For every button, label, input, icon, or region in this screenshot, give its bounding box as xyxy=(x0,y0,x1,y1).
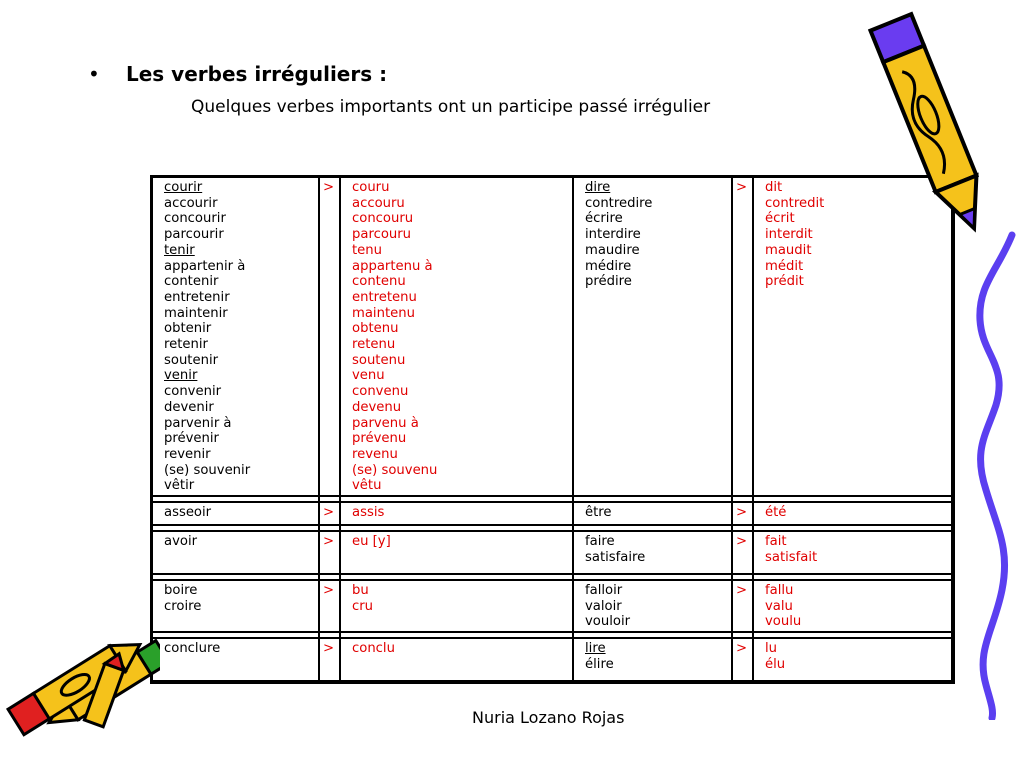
right-infinitive-word: prédire xyxy=(585,274,632,290)
left-participle-word: parcouru xyxy=(352,227,412,243)
left-infinitive-word: retenir xyxy=(164,337,208,353)
left-participle-cell xyxy=(341,178,574,495)
left-participle-word: revenu xyxy=(352,446,398,462)
separator-cell xyxy=(320,573,341,581)
slide-title xyxy=(88,62,387,86)
right-participle-word: lu xyxy=(765,641,778,657)
left-infinitive-word: croire xyxy=(164,598,202,614)
left-infinitive-cell xyxy=(153,639,320,680)
left-arrow-cell xyxy=(320,639,341,680)
right-infinitive-cell xyxy=(574,581,733,631)
left-infinitive-word: tenir xyxy=(164,242,195,258)
separator-cell xyxy=(733,631,754,639)
separator-cell xyxy=(574,573,733,581)
left-participle-cell xyxy=(341,503,574,524)
right-infinitive-word: être xyxy=(585,505,612,521)
right-infinitive-word: falloir xyxy=(585,583,623,599)
left-participle-word: assis xyxy=(352,505,385,521)
separator-cell xyxy=(341,495,574,503)
left-infinitive-word: courir xyxy=(164,180,203,195)
left-infinitive-cell xyxy=(153,581,320,631)
verb-group-row xyxy=(153,503,951,524)
right-participle-word: fait xyxy=(765,534,787,550)
separator-cell xyxy=(320,495,341,503)
group-separator xyxy=(153,631,951,639)
right-participle-word: dit xyxy=(765,180,783,195)
left-arrow-cell xyxy=(320,532,341,573)
right-infinitive-word: médire xyxy=(585,258,632,274)
right-infinitive-word: maudire xyxy=(585,242,640,258)
right-arrow-cell xyxy=(733,178,754,495)
right-infinitive-word: faire xyxy=(585,534,615,550)
pencils-clipart-bottom xyxy=(0,618,160,758)
arrow-symbol: > xyxy=(323,534,335,550)
left-arrow-cell xyxy=(320,178,341,495)
separator-cell xyxy=(754,573,951,581)
right-infinitive-word: satisfaire xyxy=(585,549,646,565)
right-participle-word: maudit xyxy=(765,242,812,258)
right-infinitive-cell xyxy=(574,532,733,573)
left-infinitive-word: maintenir xyxy=(164,305,228,321)
left-infinitive-word: parcourir xyxy=(164,227,224,243)
right-infinitive-word: valoir xyxy=(585,598,622,614)
right-arrow-cell xyxy=(733,581,754,631)
pencil-clipart-top xyxy=(858,4,1008,244)
left-participle-word: prévenu xyxy=(352,431,407,447)
right-participle-word: élu xyxy=(765,656,786,672)
separator-cell xyxy=(754,524,951,532)
right-infinitive-cell xyxy=(574,503,733,524)
arrow-symbol: > xyxy=(323,180,335,195)
left-participle-word: concouru xyxy=(352,211,414,227)
arrow-symbol: > xyxy=(736,534,748,550)
left-infinitive-cell xyxy=(153,503,320,524)
verb-group-row xyxy=(153,532,951,573)
left-participle-word: maintenu xyxy=(352,305,415,321)
right-participle-word: satisfait xyxy=(765,549,818,565)
left-infinitive-word: appartenir à xyxy=(164,258,246,274)
right-infinitive-word: interdire xyxy=(585,227,641,243)
left-participle-word: parvenu à xyxy=(352,415,419,431)
left-infinitive-word: avoir xyxy=(164,534,198,550)
left-infinitive-word: conclure xyxy=(164,641,221,657)
right-participle-cell xyxy=(754,581,951,631)
left-participle-cell xyxy=(341,532,574,573)
arrow-symbol: > xyxy=(736,180,748,195)
left-infinitive-word: vêtir xyxy=(164,478,195,494)
left-participle-word: appartenu à xyxy=(352,258,433,274)
verb-group-row xyxy=(153,639,951,680)
left-participle-word: bu xyxy=(352,583,369,599)
right-participle-word: interdit xyxy=(765,227,813,243)
group-separator xyxy=(153,573,951,581)
author-footer: Nuria Lozano Rojas xyxy=(472,708,625,727)
left-infinitive-word: venir xyxy=(164,368,198,384)
left-infinitive-word: soutenir xyxy=(164,352,219,368)
separator-cell xyxy=(574,524,733,532)
right-infinitive-word: dire xyxy=(585,180,611,195)
left-participle-word: tenu xyxy=(352,242,383,258)
left-infinitive-word: devenir xyxy=(164,399,214,415)
left-infinitive-cell xyxy=(153,532,320,573)
right-infinitive-word: écrire xyxy=(585,211,623,227)
separator-cell xyxy=(733,524,754,532)
left-participle-word: devenu xyxy=(352,399,402,415)
left-participle-word: eu [y] xyxy=(352,534,391,550)
left-participle-word: retenu xyxy=(352,337,396,353)
separator-cell xyxy=(754,631,951,639)
left-infinitive-word: revenir xyxy=(164,446,211,462)
verb-group-row xyxy=(153,581,951,631)
right-participle-cell xyxy=(754,532,951,573)
right-infinitive-word: élire xyxy=(585,656,614,672)
right-infinitive-cell xyxy=(574,639,733,680)
squiggle-decoration xyxy=(968,230,1024,720)
right-arrow-cell xyxy=(733,532,754,573)
left-infinitive-cell xyxy=(153,178,320,495)
left-participle-word: contenu xyxy=(352,274,406,290)
left-participle-word: venu xyxy=(352,368,385,384)
right-infinitive-word: contredire xyxy=(585,195,653,211)
right-arrow-cell xyxy=(733,503,754,524)
right-participle-cell xyxy=(754,639,951,680)
left-infinitive-word: entretenir xyxy=(164,289,230,305)
left-participle-word: obtenu xyxy=(352,321,399,337)
right-infinitive-cell xyxy=(574,178,733,495)
arrow-symbol: > xyxy=(736,641,748,657)
group-separator xyxy=(153,524,951,532)
left-infinitive-word: accourir xyxy=(164,195,218,211)
arrow-symbol: > xyxy=(736,505,748,521)
right-infinitive-word: lire xyxy=(585,641,606,657)
separator-cell xyxy=(153,524,320,532)
left-participle-word: couru xyxy=(352,180,390,195)
right-infinitive-word: vouloir xyxy=(585,614,631,630)
left-participle-word: (se) souvenu xyxy=(352,462,438,478)
left-infinitive-word: (se) souvenir xyxy=(164,462,251,478)
left-infinitive-word: parvenir à xyxy=(164,415,232,431)
right-participle-word: voulu xyxy=(765,614,802,630)
right-participle-word: contredit xyxy=(765,195,825,211)
separator-cell xyxy=(153,573,320,581)
separator-cell xyxy=(733,495,754,503)
separator-cell xyxy=(574,495,733,503)
verb-group-row xyxy=(153,178,951,495)
left-participle-word: cru xyxy=(352,598,374,614)
separator-cell xyxy=(341,573,574,581)
title-text: Les verbes irréguliers : xyxy=(126,62,388,86)
left-infinitive-word: concourir xyxy=(164,211,226,227)
separator-cell xyxy=(153,631,320,639)
separator-cell xyxy=(754,495,951,503)
left-participle-word: accouru xyxy=(352,195,405,211)
left-infinitive-word: boire xyxy=(164,583,198,599)
left-participle-word: conclu xyxy=(352,641,395,657)
left-participle-cell xyxy=(341,581,574,631)
arrow-symbol: > xyxy=(323,583,335,599)
group-separator xyxy=(153,495,951,503)
arrow-symbol: > xyxy=(323,641,335,657)
arrow-symbol: > xyxy=(736,583,748,599)
irregular-verbs-table xyxy=(150,175,955,684)
separator-cell xyxy=(320,524,341,532)
right-participle-cell xyxy=(754,503,951,524)
left-participle-word: convenu xyxy=(352,384,409,400)
left-participle-word: soutenu xyxy=(352,352,406,368)
separator-cell xyxy=(341,631,574,639)
separator-cell xyxy=(320,631,341,639)
left-infinitive-word: asseoir xyxy=(164,505,212,521)
separator-cell xyxy=(733,573,754,581)
left-infinitive-word: convenir xyxy=(164,384,222,400)
left-arrow-cell xyxy=(320,581,341,631)
left-infinitive-word: obtenir xyxy=(164,321,212,337)
left-arrow-cell xyxy=(320,503,341,524)
right-participle-word: fallu xyxy=(765,583,794,599)
right-participle-word: valu xyxy=(765,598,793,614)
arrow-symbol: > xyxy=(323,505,335,521)
slide-subtitle: Quelques verbes importants ont un participe passé irrégulier xyxy=(191,97,711,117)
right-participle-word: été xyxy=(765,505,787,521)
left-infinitive-word: prévenir xyxy=(164,431,219,447)
left-participle-cell xyxy=(341,639,574,680)
separator-cell xyxy=(153,495,320,503)
right-participle-word: médit xyxy=(765,258,804,274)
right-participle-word: écrit xyxy=(765,211,795,227)
left-participle-word: entretenu xyxy=(352,289,417,305)
separator-cell xyxy=(574,631,733,639)
right-participle-word: prédit xyxy=(765,274,804,290)
left-infinitive-word: contenir xyxy=(164,274,219,290)
bullet-point: • xyxy=(88,62,100,86)
right-arrow-cell xyxy=(733,639,754,680)
separator-cell xyxy=(341,524,574,532)
left-participle-word: vêtu xyxy=(352,478,382,494)
